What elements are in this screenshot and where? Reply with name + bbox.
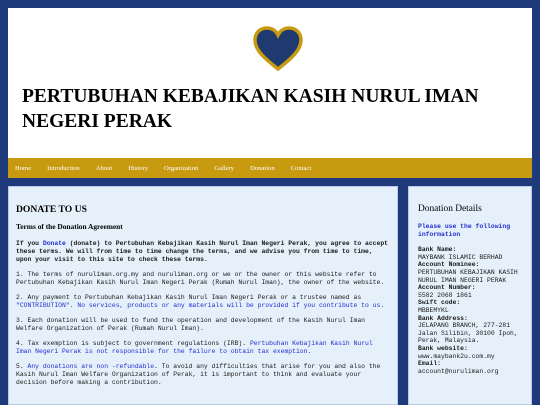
account-number-value: 5582 2068 1861 [418,291,472,299]
term-4-highlight: Pertubuhan Kebajikan Kasih Nurul Iman Negeri Perak is not responsible for the failure to obtain tax exemption. [16,340,373,355]
donate-link[interactable]: Donate [42,240,66,247]
nav-home[interactable]: Home [15,164,32,172]
term-2-highlight: "CONTRIBUTION". No services, products or any materials will be provided if you contribute to us. [16,302,385,309]
nav-organization[interactable]: Organization [164,164,199,172]
donation-details-heading: Donation Details [418,204,482,214]
donation-terms-panel [8,186,398,405]
terms-subheading: Terms of the Donation Agreement [16,222,123,231]
site-title: PERTUBUHAN KEBAJIKAN KASIH NURUL IMAN NEGERI PERAK [22,86,479,132]
donation-details-intro: Please use the following information [418,223,511,238]
term-5: 5. Any donations are non -refundable. To avoid any difficulties that arise for you and also the Kasih Nurul Iman Welfare Organization of Perak, it is important to think and evaluate your decision before making a contribution. [16,363,381,386]
donation-details-panel [408,186,532,405]
nav-gallery[interactable]: Gallery [214,164,235,172]
account-number-label: Account Number: [418,284,476,292]
swift-code-label: Swift code: [418,299,461,307]
term-5-highlight: Any donations are non -refundable [27,363,155,370]
email-value[interactable]: account@nuruliman.org [418,367,499,375]
bank-name-label: Bank Name: [418,246,457,254]
email-label: Email: [418,360,442,368]
swift-code-value: MBBEMYKL [418,306,449,314]
term-1: 1. The terms of nuruliman.org.my and nuruliman.org or we or the owner or this website refer to Pertubuhan Kebajikan Kasih Nurul Iman Negeri Perak (Rumah Nurul Iman), the owner of the website. [16,271,385,286]
main-navigation [8,158,532,178]
heart-logo-icon [252,26,304,72]
account-nominee-label: Account Nominee: [418,261,480,269]
term-2: 2. Any payment to Pertubuhan Kebajikan Kasih Nurul Iman Negeri Perak or a trustee named as "CONTRIBUTION". No services, products or any materials will be provided if you contribute to us. [16,294,385,309]
nav-about[interactable]: About [95,164,113,172]
bank-website-value[interactable]: www.maybank2u.com.my [418,352,495,360]
term-3: 3. Each donation will be used to fund the operation and development of the Kasih Nurul Iman Welfare Organization of Perak (Rumah Nurul Iman). [16,317,365,332]
bank-address-label: Bank Address: [418,314,468,322]
bank-address-value: JELAPANG BRANCH, 277-281 Jalan Silibin, 30100 Ipoh, Perak, Malaysia. [418,322,518,345]
nav-contact[interactable]: Contact [290,164,312,172]
account-nominee-value: PERTUBUHAN KEBAJIKAN KASIH NURUL IMAN NEGERI PERAK [418,268,518,284]
page-heading: DONATE TO US [16,204,87,215]
term-4: 4. Tax exemption is subject to government regulations (IRB). Pertubuhan Kebajikan Kasih Nurul Iman Negeri Perak is not responsible for the failure to obtain tax exemption. [16,340,373,355]
terms-intro: If you Donate (donate) to Pertubuhan Kebajikan Kasih Nurul Iman Negeri Perak, you agree to accept these terms. We will from time to time change the terms, and we advise you from time to time, upon your visit to this site to check these terms. [16,240,389,263]
nav-history[interactable]: History [128,164,148,172]
nav-donation[interactable]: Donation [250,164,275,172]
bank-website-label: Bank website: [418,344,468,352]
bank-name-value: MAYBANK ISLAMIC BERHAD [418,253,503,261]
nav-introduction[interactable]: Introduction [47,164,80,172]
site-header [8,8,532,158]
